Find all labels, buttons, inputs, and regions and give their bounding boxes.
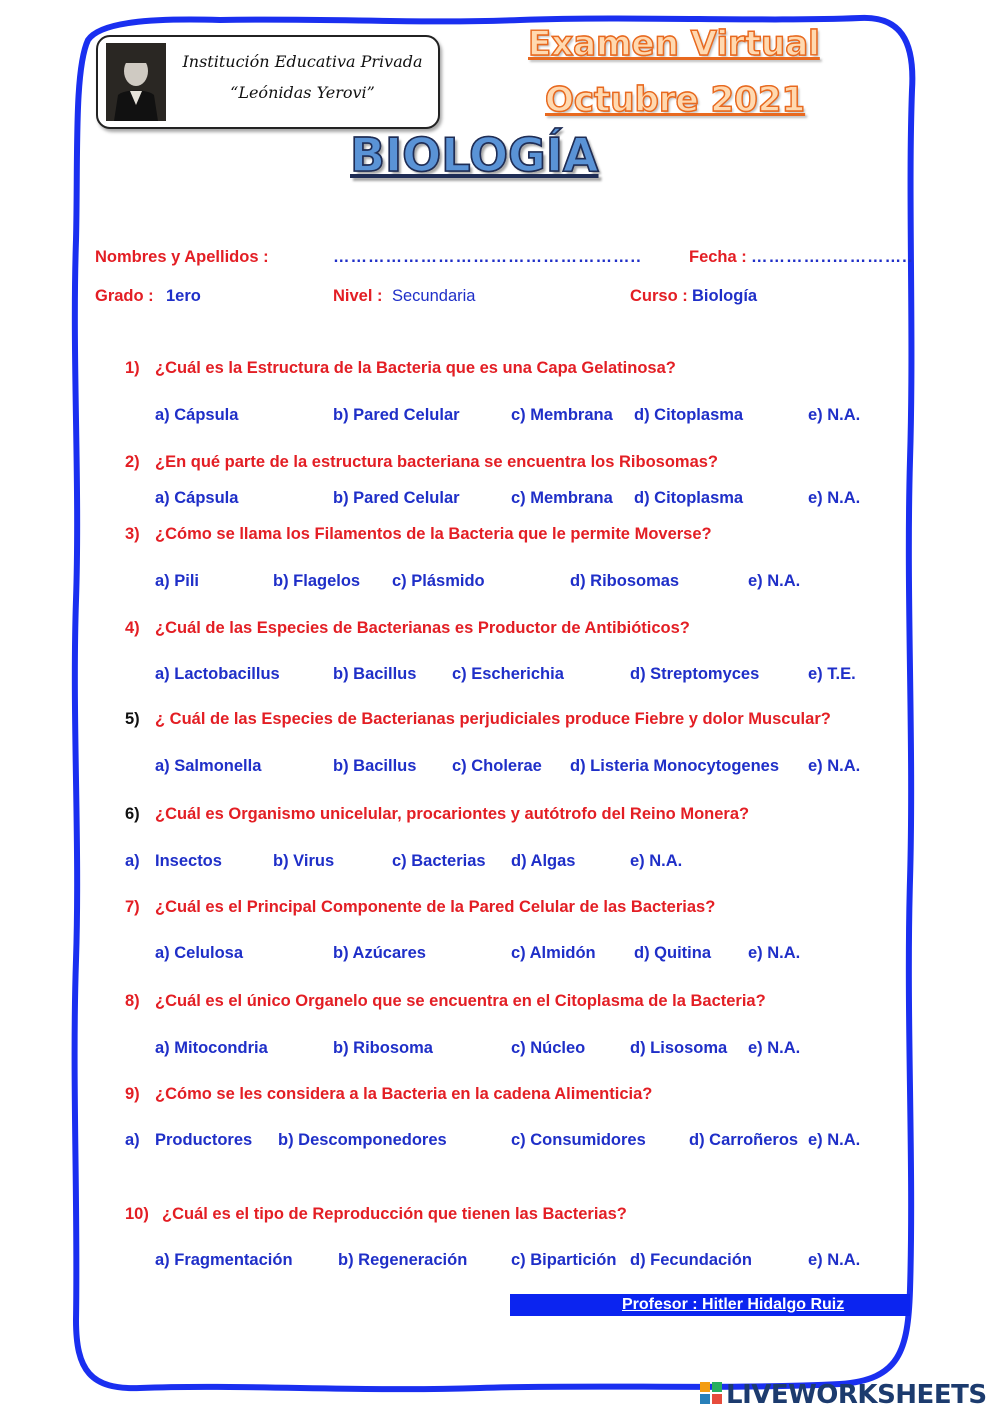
question-number: 4) [125, 619, 140, 637]
option-a[interactable]: a) Salmonella [155, 757, 262, 775]
question-text: ¿Cuál es el tipo de Reproducción que tienen las Bacterias? [162, 1205, 627, 1223]
option-d[interactable]: d) Citoplasma [634, 489, 744, 507]
option-c[interactable]: c) Almidón [511, 944, 596, 962]
exam-heading-line2: Octubre 2021 [545, 80, 806, 120]
option-b[interactable]: b) Descomponedores [278, 1131, 447, 1149]
question-number: 6) [125, 805, 140, 823]
option-a[interactable]: a) Celulosa [155, 944, 244, 962]
question-text: ¿En qué parte de la estructura bacteriana se encuentra los Ribosomas? [155, 453, 719, 471]
question-number: 1) [125, 359, 140, 377]
option-d[interactable]: d) Quitina [634, 944, 711, 962]
question-number: 10) [125, 1205, 149, 1223]
option-d[interactable]: d) Algas [511, 852, 576, 870]
option-b[interactable]: b) Bacillus [333, 665, 417, 683]
option-c[interactable]: c) Cholerae [452, 757, 542, 775]
option-c[interactable]: c) Bacterias [392, 852, 486, 870]
option-c[interactable]: c) Plásmido [392, 572, 485, 590]
professor-name: Profesor : Hitler Hidalgo Ruiz [622, 1296, 845, 1313]
question-text: ¿Cuál es el Principal Componente de la Pared Celular de las Bacterias? [155, 898, 716, 916]
question-text: ¿Cuál es la Estructura de la Bacteria que es una Capa Gelatinosa? [155, 359, 676, 377]
name-label: Nombres y Apellidos : [95, 248, 269, 266]
question-number: 2) [125, 453, 140, 471]
question-number: 3) [125, 525, 140, 543]
level-value: Secundaria [392, 287, 476, 305]
option-e[interactable]: e) N.A. [808, 1131, 861, 1149]
option-b[interactable]: b) Pared Celular [333, 489, 460, 507]
option-e[interactable]: e) T.E. [808, 665, 856, 683]
option-b[interactable]: b) Bacillus [333, 757, 417, 775]
option-e[interactable]: e) N.A. [808, 757, 861, 775]
option-a-letter[interactable]: a) [125, 1131, 140, 1149]
grade-value: 1ero [166, 287, 201, 305]
option-d[interactable]: d) Streptomyces [630, 665, 760, 683]
option-b[interactable]: b) Virus [273, 852, 335, 870]
founder-portrait [106, 43, 166, 121]
institution-name-line2: “Leónidas Yerovi” [230, 83, 375, 102]
option-a[interactable]: a) Pili [155, 572, 200, 590]
option-a[interactable]: Productores [155, 1131, 253, 1149]
exam-heading-line1: Examen Virtual [528, 24, 820, 64]
course-value: Biología [692, 287, 758, 305]
page-title: BIOLOGÍA [350, 128, 599, 182]
option-a[interactable]: a) Cápsula [155, 406, 239, 424]
liveworksheets-logo-icon [700, 1382, 722, 1404]
question-text: ¿Cómo se llama los Filamentos de la Bacteria que le permite Moverse? [155, 525, 712, 543]
level-label: Nivel : [333, 287, 383, 305]
option-c[interactable]: c) Bipartición [511, 1251, 617, 1269]
question-text: ¿Cuál de las Especies de Bacterianas es Productor de Antibióticos? [155, 619, 690, 637]
institution-name-line1: Institución Educativa Privada [182, 52, 423, 71]
option-c[interactable]: c) Núcleo [511, 1039, 586, 1057]
name-field[interactable]: …………………………………………….. [333, 248, 642, 266]
date-field[interactable]: …………..………….. [751, 248, 914, 266]
option-e[interactable]: e) N.A. [630, 852, 683, 870]
professor-bar [510, 1294, 910, 1316]
option-a[interactable]: a) Fragmentación [155, 1251, 293, 1269]
grade-label: Grado : [95, 287, 154, 305]
option-c[interactable]: c) Consumidores [511, 1131, 646, 1149]
option-e[interactable]: e) N.A. [748, 944, 801, 962]
option-b[interactable]: b) Azúcares [333, 944, 426, 962]
question-text: ¿ Cuál de las Especies de Bacterianas perjudiciales produce Fiebre y dolor Muscular? [155, 710, 831, 728]
option-d[interactable]: d) Ribosomas [570, 572, 680, 590]
institution-logo-box [96, 35, 440, 129]
option-c[interactable]: c) Escherichia [452, 665, 564, 683]
option-a[interactable]: a) Cápsula [155, 489, 239, 507]
option-c[interactable]: c) Membrana [511, 489, 613, 507]
question-number: 5) [125, 710, 140, 728]
question-text: ¿Cómo se les considera a la Bacteria en la cadena Alimenticia? [155, 1085, 653, 1103]
option-e[interactable]: e) N.A. [748, 572, 801, 590]
question-number: 9) [125, 1085, 140, 1103]
option-e[interactable]: e) N.A. [808, 489, 861, 507]
option-e[interactable]: e) N.A. [748, 1039, 801, 1057]
option-b[interactable]: b) Regeneración [338, 1251, 468, 1269]
liveworksheets-watermark: LIVEWORKSHEETS [726, 1380, 987, 1410]
option-a[interactable]: Insectos [155, 852, 222, 870]
option-e[interactable]: e) N.A. [808, 1251, 861, 1269]
question-number: 8) [125, 992, 140, 1010]
option-e[interactable]: e) N.A. [808, 406, 861, 424]
option-c[interactable]: c) Membrana [511, 406, 613, 424]
option-d[interactable]: d) Listeria Monocytogenes [570, 757, 780, 775]
option-a[interactable]: a) Mitocondria [155, 1039, 268, 1057]
option-b[interactable]: b) Ribosoma [333, 1039, 433, 1057]
option-d[interactable]: d) Citoplasma [634, 406, 744, 424]
question-text: ¿Cuál es el único Organelo que se encuentra en el Citoplasma de la Bacteria? [155, 992, 766, 1010]
option-a[interactable]: a) Lactobacillus [155, 665, 280, 683]
option-d[interactable]: d) Carroñeros [689, 1131, 799, 1149]
option-b[interactable]: b) Pared Celular [333, 406, 460, 424]
date-label: Fecha : [689, 248, 747, 266]
option-d[interactable]: d) Lisosoma [630, 1039, 728, 1057]
question-number: 7) [125, 898, 140, 916]
option-b[interactable]: b) Flagelos [273, 572, 361, 590]
question-text: ¿Cuál es Organismo unicelular, procariontes y autótrofo del Reino Monera? [155, 805, 750, 823]
option-a-letter[interactable]: a) [125, 852, 140, 870]
course-label: Curso : [630, 287, 688, 305]
option-d[interactable]: d) Fecundación [630, 1251, 752, 1269]
